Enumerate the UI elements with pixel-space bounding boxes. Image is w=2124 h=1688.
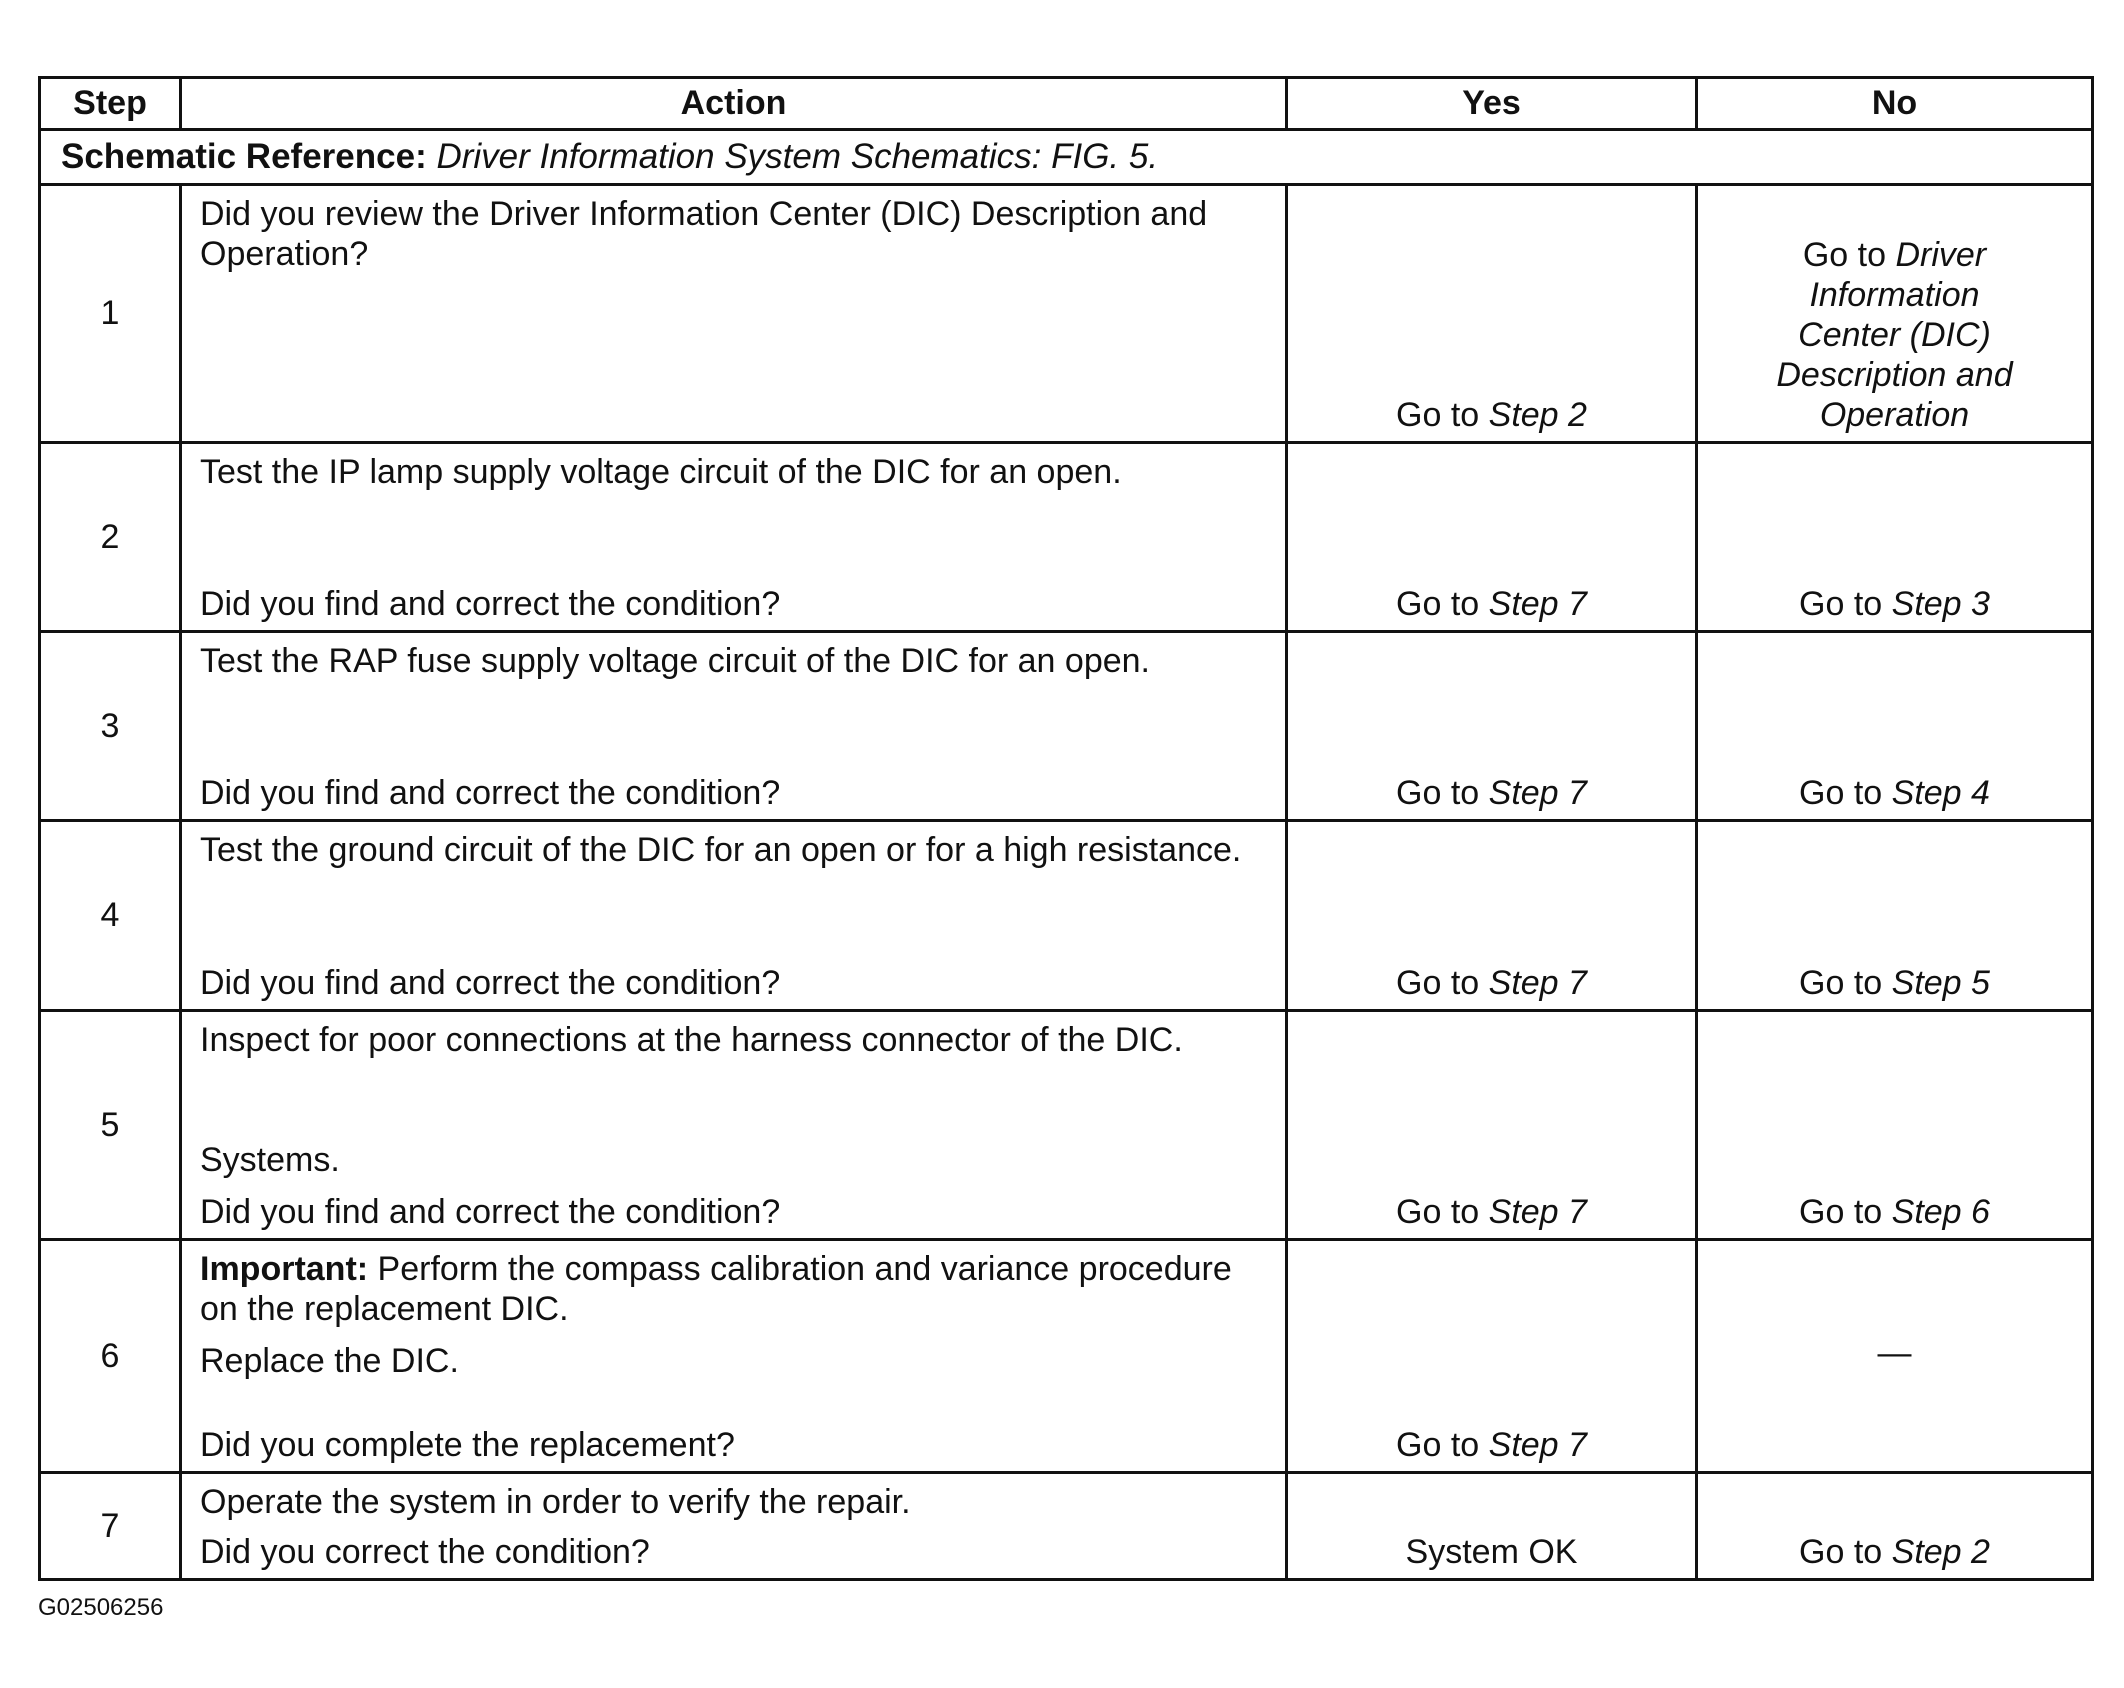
no-link[interactable]: Step 3 [1891,585,1990,623]
action-cell [181,1011,1287,1240]
important-text: Perform the compass calibration and variance procedure on the replacement DIC. [200,1250,1232,1328]
yes-link[interactable]: Step 7 [1488,964,1587,1002]
yes-cell [1287,1011,1697,1240]
yes-link[interactable]: Step 2 [1488,396,1587,434]
table-row [40,632,2093,821]
yes-link[interactable]: Step 7 [1488,774,1587,812]
action-cell [181,443,1287,632]
yes-prefix: Go to [1396,964,1489,1002]
action-question: Did you find and correct the condition? [200,964,781,1002]
table-row [40,1011,2093,1240]
yes-prefix: Go to [1396,585,1489,623]
important-label: Important: [200,1250,369,1288]
header-row [40,78,2093,130]
yes-prefix: Go to [1396,1193,1489,1231]
schematic-label: Schematic Reference: [61,137,427,176]
schematic-link[interactable]: Driver Information System Schematics [436,137,1032,176]
diagnostic-table [38,76,2094,1581]
action-question: Did you find and correct the condition? [200,774,781,812]
table-row [40,443,2093,632]
action-cell [181,632,1287,821]
no-prefix: Go to [1799,1533,1892,1571]
header-yes: Yes [1287,78,1697,130]
table-row [40,185,2093,443]
no-cell [1697,185,2093,443]
action-text: Replace the DIC. [200,1342,459,1380]
no-prefix: Go to [1802,236,1896,274]
action-question: Did you find and correct the condition? [200,585,781,623]
action-cell [181,1473,1287,1580]
action-cell [181,821,1287,1011]
step-number: 4 [40,821,181,1011]
step-number: 1 [40,185,181,443]
action-cell [181,1240,1287,1473]
action-text: Operate the system in order to verify the repair. [200,1483,911,1521]
action-cell [181,185,1287,443]
yes-prefix: Go to [1396,774,1489,812]
no-cell [1697,632,2093,821]
yes-cell [1287,821,1697,1011]
no-link[interactable]: Step 2 [1891,1533,1990,1571]
no-cell [1697,1473,2093,1580]
yes-prefix: Go to [1396,1426,1489,1464]
no-prefix: Go to [1799,964,1892,1002]
step-number: 3 [40,632,181,821]
yes-link[interactable]: Step 7 [1488,585,1587,623]
action-text: Test the RAP fuse supply voltage circuit of the DIC for an open. [200,642,1150,680]
yes-cell [1287,443,1697,632]
step-number: 2 [40,443,181,632]
important-note [200,1249,1267,1329]
yes-cell: System OK [1287,1473,1697,1580]
step-number: 6 [40,1240,181,1473]
schematic-reference-row [40,130,2093,185]
no-link[interactable]: Driver Information Center (DIC) Description and Operation [1776,236,2013,434]
figure-id: G02506256 [38,1594,164,1621]
yes-link[interactable]: Step 7 [1488,1193,1587,1231]
no-link[interactable]: Step 5 [1891,964,1990,1002]
no-link[interactable]: Step 4 [1891,774,1990,812]
action-text: Test the IP lamp supply voltage circuit of the DIC for an open. [200,453,1122,491]
action-text: Did you review the Driver Information Center (DIC) Description and Operation? [200,195,1208,273]
header-no: No [1697,78,2093,130]
no-cell [1697,821,2093,1011]
yes-cell [1287,632,1697,821]
step-number: 7 [40,1473,181,1580]
no-link[interactable]: Step 6 [1891,1193,1990,1231]
no-cell: — [1697,1240,2093,1473]
action-note: Systems. [200,1141,340,1179]
no-cell [1697,1011,2093,1240]
action-question: Did you correct the condition? [200,1533,650,1571]
no-prefix: Go to [1799,1193,1892,1231]
table-row [40,1240,2093,1473]
header-step: Step [40,78,181,130]
table-row [40,821,2093,1011]
action-text: Inspect for poor connections at the harness connector of the DIC. [200,1021,1183,1059]
schematic-fig: : FIG. 5. [1031,137,1159,176]
action-text: Test the ground circuit of the DIC for an open or for a high resistance. [200,831,1242,869]
yes-link[interactable]: Step 7 [1488,1426,1587,1464]
step-number: 5 [40,1011,181,1240]
header-action: Action [181,78,1287,130]
yes-prefix: Go to [1396,396,1489,434]
action-question: Did you find and correct the condition? [200,1193,781,1231]
schematic-reference [40,130,2093,185]
action-question: Did you complete the replacement? [200,1426,735,1464]
no-prefix: Go to [1799,774,1892,812]
table-row [40,1473,2093,1580]
yes-cell [1287,1240,1697,1473]
no-prefix: Go to [1799,585,1892,623]
yes-cell [1287,185,1697,443]
no-cell [1697,443,2093,632]
